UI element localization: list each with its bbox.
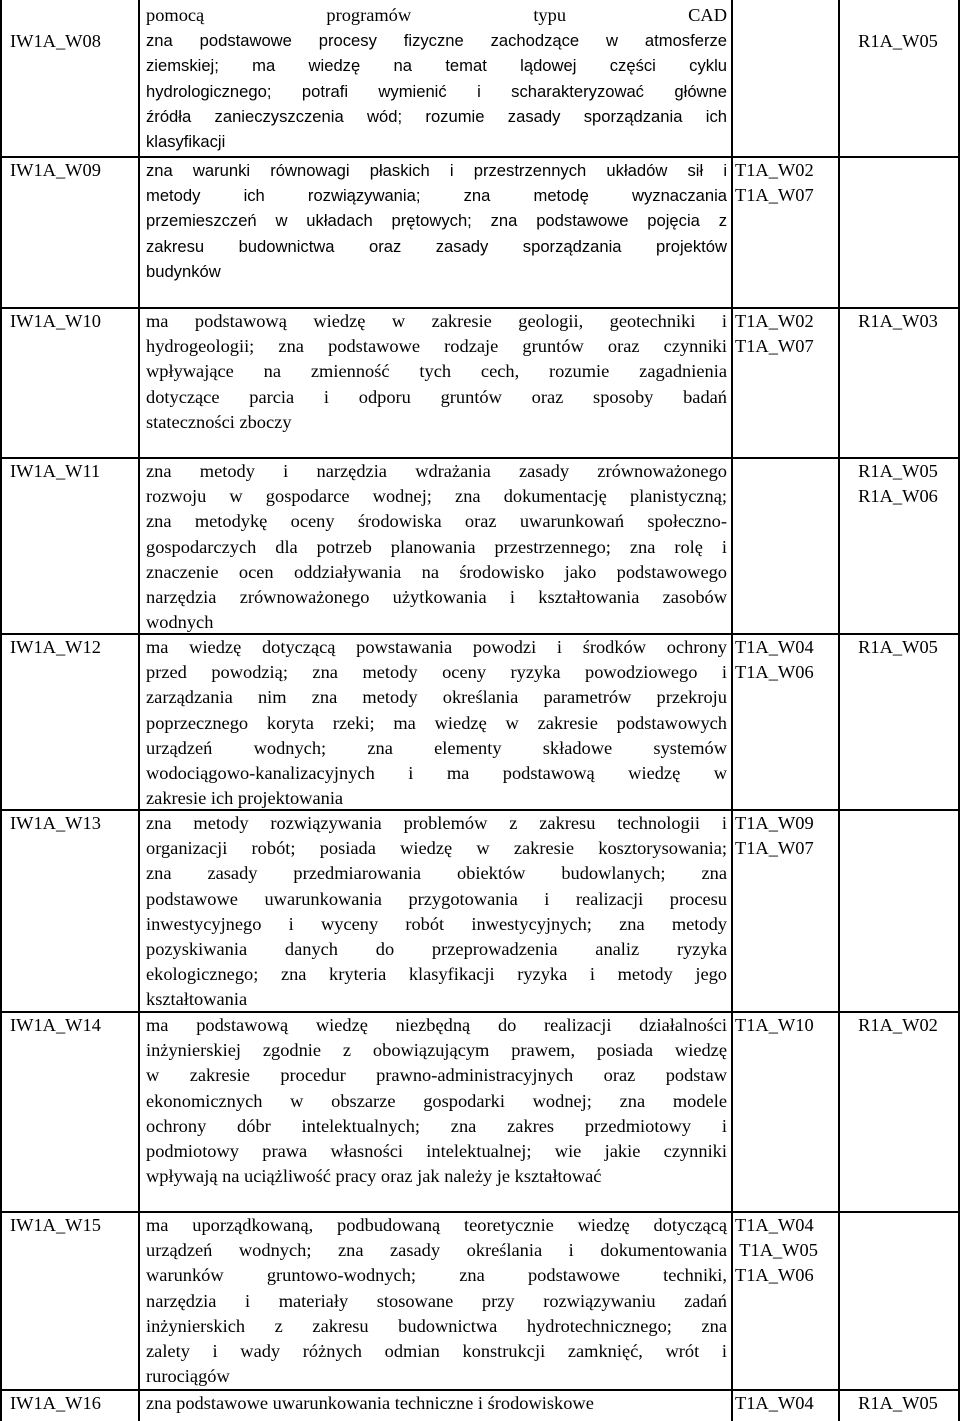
description-line: zalety i wady różnych odmian konstrukcji zamknięć, wrót i bbox=[146, 1341, 727, 1362]
description-line: ma wiedzę dotyczącą powstawania powodzi i środków ochrony bbox=[146, 637, 727, 657]
description-line: ma podstawową wiedzę w zakresie geologii, geotechniki i bbox=[146, 311, 727, 331]
description-line: ziemskiej; ma wiedzę na temat lądowej części cyklu bbox=[146, 56, 727, 76]
description-line: rozwoju w gospodarce wodnej; zna dokumentację planistyczną; bbox=[146, 486, 727, 507]
outcome-code: IW1A_W16 bbox=[10, 1393, 101, 1413]
description-line: wpływają na uciążliwość pracy oraz jak należy je kształtować bbox=[146, 1166, 602, 1187]
outcome-description bbox=[146, 1391, 727, 1416]
description-line: zna podstawowe procesy fizyczne zachodzące w atmosferze bbox=[146, 31, 727, 51]
t1-ref: T1A_W07 bbox=[735, 838, 814, 859]
description-line: zarządzania nim zna metody określania parametrów przekroju bbox=[146, 687, 727, 708]
column-divider-t1 bbox=[838, 0, 840, 1421]
description-line: dotyczące parcia i odporu gruntów oraz sposoby badań bbox=[146, 386, 727, 407]
outcome-description bbox=[146, 3, 727, 154]
outcome-description bbox=[146, 158, 727, 284]
outcome-code: IW1A_W14 bbox=[10, 1015, 101, 1035]
outcome-code: IW1A_W08 bbox=[10, 31, 101, 51]
description-line: hydrogeologii; zna podstawowe rodzaje gruntów oraz czynniki bbox=[146, 336, 727, 357]
description-line: podmiotowy prawa własności intelektualnej; wie jakie czynniki bbox=[146, 1141, 727, 1162]
description-line: pomocą programów typu CAD bbox=[146, 5, 727, 25]
description-line: stateczności zboczy bbox=[146, 411, 292, 432]
agriculture-outcome-refs bbox=[843, 309, 953, 334]
description-line: hydrologicznego; potrafi wymienić i scharakteryzować główne bbox=[146, 81, 727, 101]
outcome-description bbox=[146, 1013, 727, 1189]
description-line: zna metody i narzędzia wdrażania zasady zrównoważonego bbox=[146, 461, 727, 481]
description-line: ma uporządkowaną, podbudowaną teoretycznie wiedzę dotyczącą bbox=[146, 1215, 727, 1235]
description-line: klasyfikacji bbox=[146, 132, 226, 152]
outcome-description bbox=[146, 811, 727, 1013]
r1-ref: R1A_W05 bbox=[858, 637, 938, 657]
description-line: przemieszczeń w układach prętowych; zna podstawowe pojęcia z bbox=[146, 211, 727, 231]
description-line: pozyskiwania danych do przeprowadzenia analiz ryzyka bbox=[146, 939, 727, 960]
t1-ref: T1A_W04 bbox=[735, 637, 814, 657]
description-line: znaczenie ocen oddziaływania na środowisko jako podstawowego bbox=[146, 561, 727, 582]
description-line: zna metodykę oceny środowiska oraz uwarunkowań społeczno- bbox=[146, 511, 727, 532]
t1-ref: T1A_W06 bbox=[735, 1265, 814, 1286]
description-line: zna warunki równowagi płaskich i przestrzennych układów sił i bbox=[146, 161, 727, 180]
description-line: zna zasady przedmiarowania obiektów budowlanych; zna bbox=[146, 863, 727, 884]
description-line: narzędzia i materiały stosowane przy rozwiązywaniu zadań bbox=[146, 1290, 727, 1311]
outcome-code: IW1A_W09 bbox=[10, 160, 101, 180]
description-line: ochrony dóbr intelektualnych; zna zakres przedmiotowy i bbox=[146, 1115, 727, 1136]
engineering-outcome-refs bbox=[735, 635, 837, 685]
description-line: zakresu budownictwa oraz zasady sporządzania projektów bbox=[146, 236, 727, 256]
agriculture-outcome-refs bbox=[843, 1391, 953, 1416]
description-line: urządzeń wodnych; zna zasady określania i dokumentowania bbox=[146, 1240, 727, 1261]
r1-ref: R1A_W06 bbox=[858, 486, 938, 507]
description-line: w zakresie procedur prawno-administracyjnych oraz podstaw bbox=[146, 1065, 727, 1086]
outcome-code: IW1A_W10 bbox=[10, 311, 101, 331]
outcome-code: IW1A_W15 bbox=[10, 1215, 101, 1235]
engineering-outcome-refs bbox=[735, 309, 837, 359]
description-line: wodnych bbox=[146, 612, 214, 633]
t1-ref: T1A_W04 bbox=[735, 1393, 814, 1413]
description-line: ekonomicznych w obszarze gospodarki wodnej; zna modele bbox=[146, 1090, 727, 1111]
description-line: kształtowania bbox=[146, 989, 248, 1010]
description-line: wodociągowo-kanalizacyjnych i ma podstawową wiedzę w bbox=[146, 763, 727, 784]
t1-ref: T1A_W06 bbox=[735, 662, 814, 683]
description-line: budynków bbox=[146, 261, 221, 281]
t1-ref: T1A_W02 bbox=[735, 311, 814, 331]
description-line: inżynierskiej zgodnie z obowiązującym prawem, posiada wiedzę bbox=[146, 1040, 727, 1061]
description-line: inwestycyjnego i wyceny robót inwestycyjnych; zna metody bbox=[146, 913, 727, 934]
engineering-outcome-refs bbox=[735, 158, 837, 208]
description-line: metody ich rozwiązywania; zna metodę wyznaczania bbox=[146, 186, 727, 206]
engineering-outcome-refs bbox=[735, 1391, 837, 1416]
r1-ref: R1A_W02 bbox=[858, 1015, 938, 1035]
outcome-code: IW1A_W12 bbox=[10, 637, 101, 657]
column-divider-code bbox=[138, 0, 140, 1421]
t1-ref: T1A_W10 bbox=[735, 1015, 814, 1035]
description-line: ekologicznego; zna kryteria klasyfikacji ryzyka i metody jego bbox=[146, 964, 727, 985]
engineering-outcome-refs bbox=[735, 1013, 837, 1038]
description-line: wpływające na zmienność tych cech, rozumie zagadnienia bbox=[146, 361, 727, 382]
outcome-description bbox=[146, 459, 727, 635]
t1-ref: T1A_W09 bbox=[735, 813, 814, 833]
t1-ref: T1A_W05 bbox=[735, 1240, 818, 1261]
description-line: narzędzia zrównoważonego użytkowania i kształtowania zasobów bbox=[146, 587, 727, 608]
t1-ref: T1A_W02 bbox=[735, 160, 814, 180]
description-line: rurociągów bbox=[146, 1366, 230, 1387]
description-line: gospodarczych dla potrzeb planowania przestrzennego; zna rolę i bbox=[146, 536, 727, 557]
outcome-code: IW1A_W11 bbox=[10, 461, 101, 481]
outcome-description bbox=[146, 635, 727, 811]
r1-ref: R1A_W05 bbox=[858, 31, 938, 51]
description-line: zna podstawowe uwarunkowania techniczne i środowiskowe bbox=[146, 1393, 594, 1413]
outcome-code: IW1A_W13 bbox=[10, 813, 101, 833]
r1-ref: R1A_W05 bbox=[858, 1393, 938, 1413]
t1-ref: T1A_W07 bbox=[735, 336, 814, 357]
description-line: źródła zanieczyszczenia wód; rozumie zasady sporządzania ich bbox=[146, 106, 727, 126]
r1-ref: R1A_W05 bbox=[858, 461, 938, 481]
t1-ref: T1A_W04 bbox=[735, 1215, 814, 1235]
agriculture-outcome-refs bbox=[843, 29, 953, 54]
description-line: zakresie ich projektowania bbox=[146, 788, 344, 809]
r1-ref: R1A_W03 bbox=[858, 311, 938, 331]
outcome-description bbox=[146, 309, 727, 435]
description-line: poprzecznego koryta rzeki; ma wiedzę w zakresie podstawowych bbox=[146, 712, 727, 733]
description-line: ma podstawową wiedzę niezbędną do realizacji działalności bbox=[146, 1015, 727, 1035]
table-border-left bbox=[0, 0, 2, 1421]
column-divider-description bbox=[731, 0, 733, 1421]
engineering-outcome-refs bbox=[735, 811, 837, 861]
engineering-outcome-refs bbox=[735, 1213, 837, 1289]
agriculture-outcome-refs bbox=[843, 635, 953, 660]
agriculture-outcome-refs bbox=[843, 459, 953, 509]
description-line: urządzeń wodnych; zna elementy składowe systemów bbox=[146, 737, 727, 758]
description-line: warunków gruntowo-wodnych; zna podstawowe techniki, bbox=[146, 1265, 727, 1286]
agriculture-outcome-refs bbox=[843, 1013, 953, 1038]
outcome-description bbox=[146, 1213, 727, 1389]
description-line: zna metody rozwiązywania problemów z zakresu technologii i bbox=[146, 813, 727, 833]
description-line: inżynierskich z zakresu budownictwa hydrotechnicznego; zna bbox=[146, 1315, 727, 1336]
description-line: podstawowe uwarunkowania przygotowania i realizacji procesu bbox=[146, 888, 727, 909]
t1-ref: T1A_W07 bbox=[735, 185, 814, 206]
description-line: organizacji robót; posiada wiedzę w zakresie kosztorysowania; bbox=[146, 838, 727, 859]
description-line: przed powodzią; zna metody oceny ryzyka powodziowego i bbox=[146, 662, 727, 683]
